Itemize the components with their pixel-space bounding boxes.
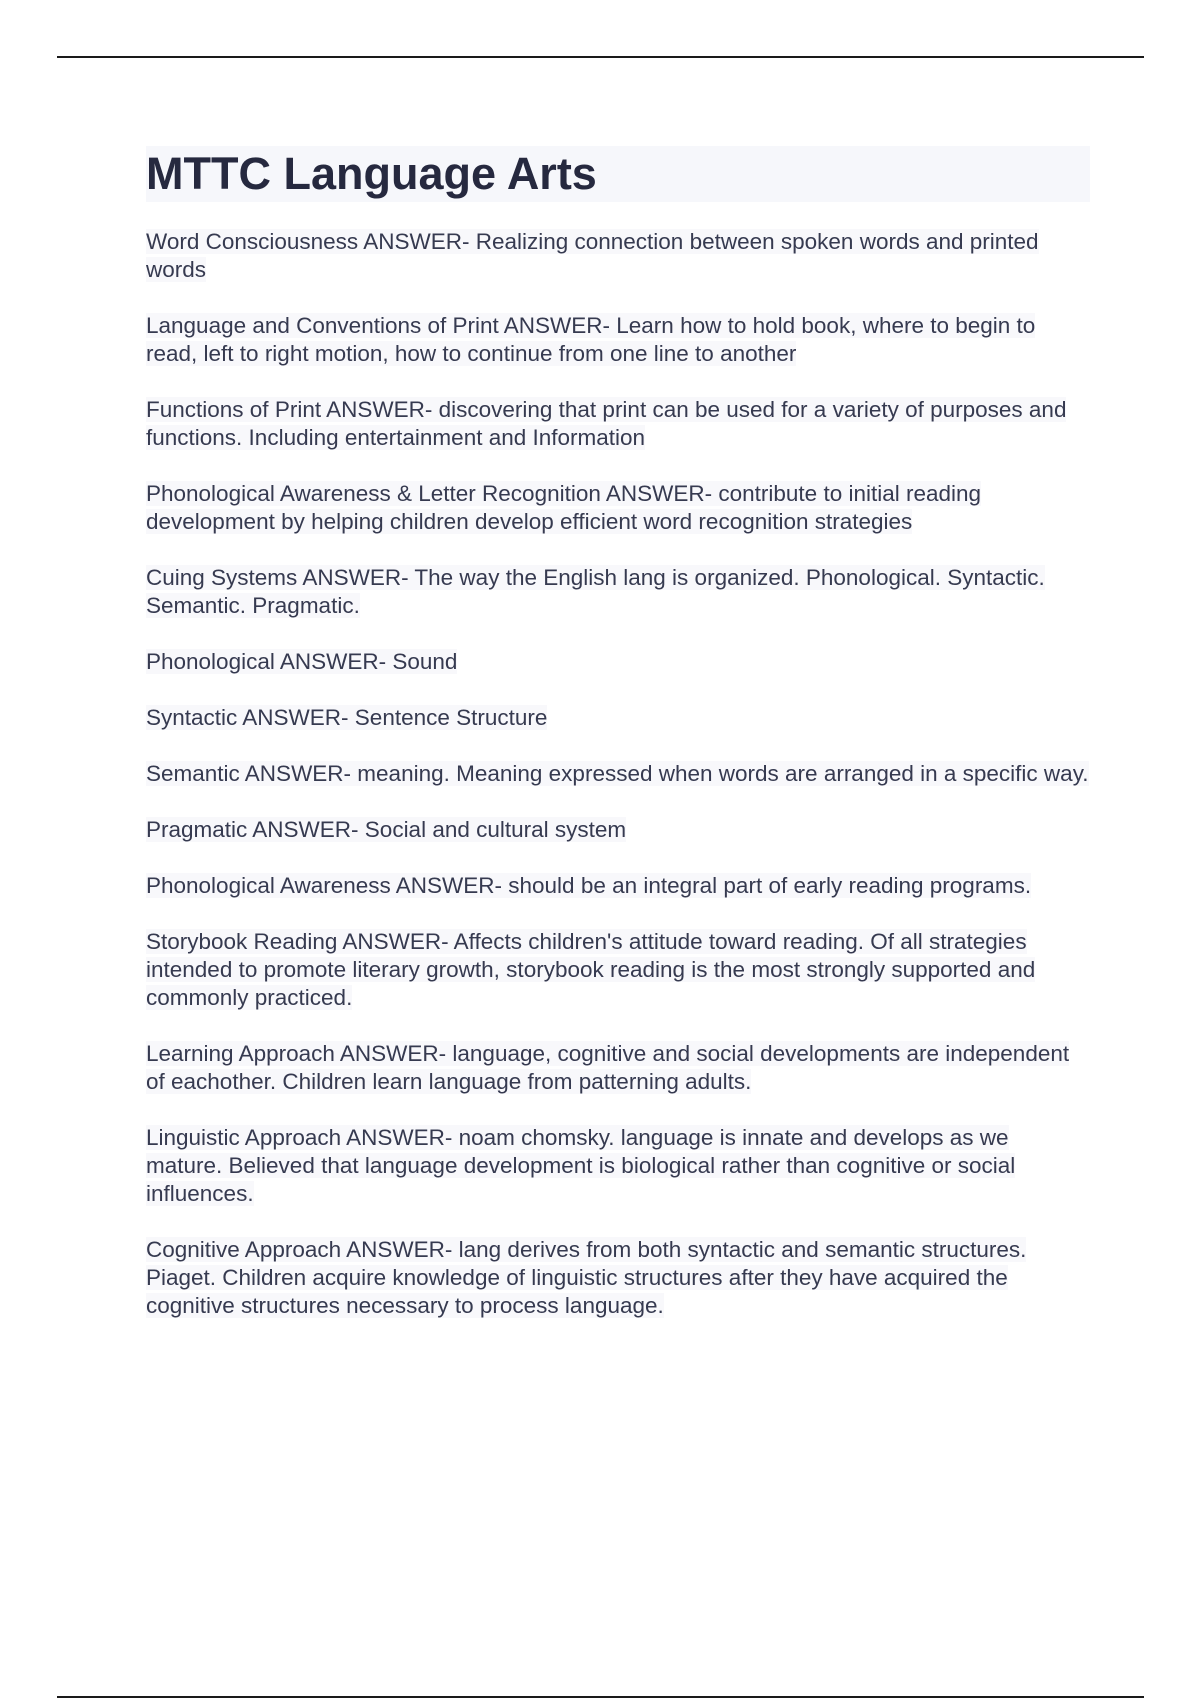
list-item [146,648,1090,676]
list-item [146,1236,1090,1320]
entry-list [146,228,1090,1320]
entry-text: Semantic ANSWER- meaning. Meaning expressed when words are arranged in a specific way. [146,761,1089,786]
page-title: MTTC Language Arts [146,146,1090,202]
list-item [146,312,1090,368]
list-item [146,564,1090,620]
entry-text: Language and Conventions of Print ANSWER- Learn how to hold book, where to begin to read, left to right motion, how to continue from one line to another [146,313,1036,366]
list-item [146,704,1090,732]
top-rule [57,56,1144,58]
list-item [146,816,1090,844]
entry-text: Phonological Awareness ANSWER- should be an integral part of early reading programs. [146,873,1032,898]
entry-text: Cognitive Approach ANSWER- lang derives from both syntactic and semantic structures. Piaget. Children acquire knowledge of linguistic structures after they have acquired the cognitive structures necessary to process language. [146,1237,1027,1318]
list-item [146,1124,1090,1208]
list-item [146,1040,1090,1096]
entry-text: Pragmatic ANSWER- Social and cultural system [146,817,627,842]
entry-text: Functions of Print ANSWER- discovering that print can be used for a variety of purposes and functions. Including entertainment and Information [146,397,1067,450]
entry-text: Linguistic Approach ANSWER- noam chomsky. language is innate and develops as we mature. Believed that language development is biological rather than cognitive or social influences. [146,1125,1016,1206]
list-item [146,760,1090,788]
entry-text: Learning Approach ANSWER- language, cognitive and social developments are independent of eachother. Children learn language from patterning adults. [146,1041,1070,1094]
list-item [146,928,1090,1012]
list-item [146,396,1090,452]
document-body [146,146,1090,1348]
list-item [146,480,1090,536]
bottom-rule [57,1696,1144,1698]
entry-text: Cuing Systems ANSWER- The way the English lang is organized. Phonological. Syntactic. Semantic. Pragmatic. [146,565,1045,618]
entry-text: Storybook Reading ANSWER- Affects children's attitude toward reading. Of all strategies intended to promote literary growth, storybook reading is the most strongly supported and commonly practiced. [146,929,1036,1010]
list-item [146,228,1090,284]
entry-text: Syntactic ANSWER- Sentence Structure [146,705,548,730]
entry-text: Phonological ANSWER- Sound [146,649,458,674]
list-item [146,872,1090,900]
entry-text: Word Consciousness ANSWER- Realizing connection between spoken words and printed words [146,229,1039,282]
entry-text: Phonological Awareness & Letter Recognition ANSWER- contribute to initial reading development by helping children develop efficient word recognition strategies [146,481,982,534]
